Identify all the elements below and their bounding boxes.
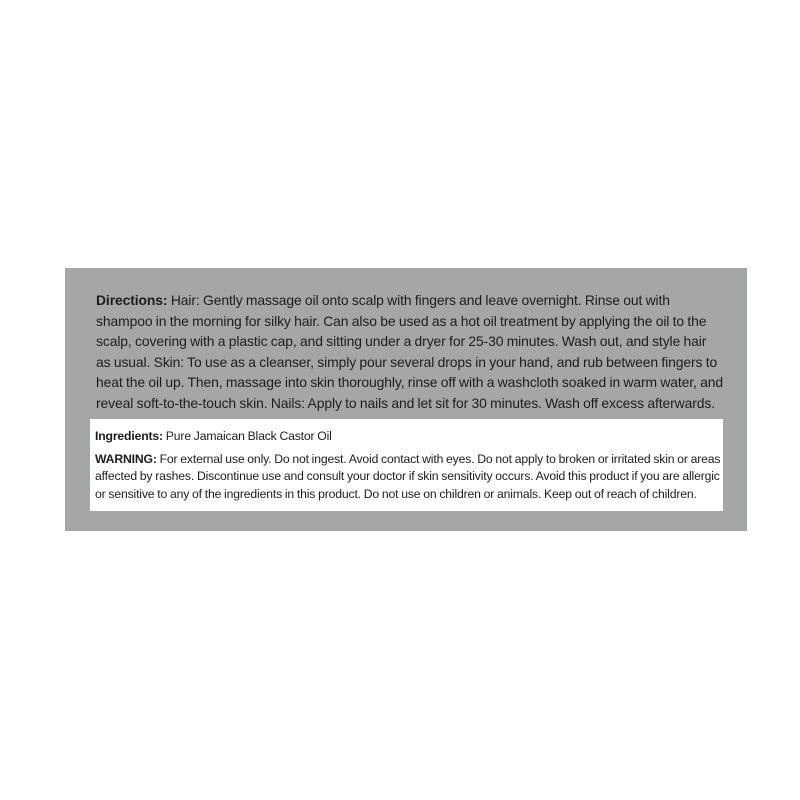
directions-paragraph: [96, 290, 724, 414]
directions-heading: Directions:: [96, 292, 168, 308]
warning-paragraph: [95, 451, 723, 503]
directions-text: Hair: Gently massage oil onto scalp with fingers and leave overnight. Rinse out with shampoo in the morning for silky hair. Can also be used as a hot oil treatment by applying the oil to the scalp, covering with a plastic cap, and sitting under a dryer for 25-30 minutes. Wash out, and style hair as usual. Skin: To use as a cleanser, simply pour several drops in your hand, and rub between fingers to heat the oil up. Then, massage into skin thoroughly, rinse off with a washcloth soaked in warm water, and reveal soft-to-the-touch skin. Nails: Apply to nails and let sit for 30 minutes. Wash off excess afterwards.: [96, 292, 724, 411]
warning-text: For external use only. Do not ingest. Avoid contact with eyes. Do not apply to broken or irritated skin or areas affected by rashes. Discontinue use and consult your doctor if skin sensitivity occurs. Avoid this product if you are allergic or sensitive to any of the ingredients in this product. Do not use on children or animals. Keep out of reach of children.: [95, 452, 721, 501]
warning-heading: WARNING:: [95, 452, 157, 467]
ingredients-warning-box: [90, 419, 723, 511]
product-label-panel: [65, 268, 747, 531]
ingredients-text: Pure Jamaican Black Castor Oil: [165, 429, 332, 443]
ingredients-heading: Ingredients:: [95, 429, 163, 443]
ingredients-paragraph: [95, 428, 723, 445]
